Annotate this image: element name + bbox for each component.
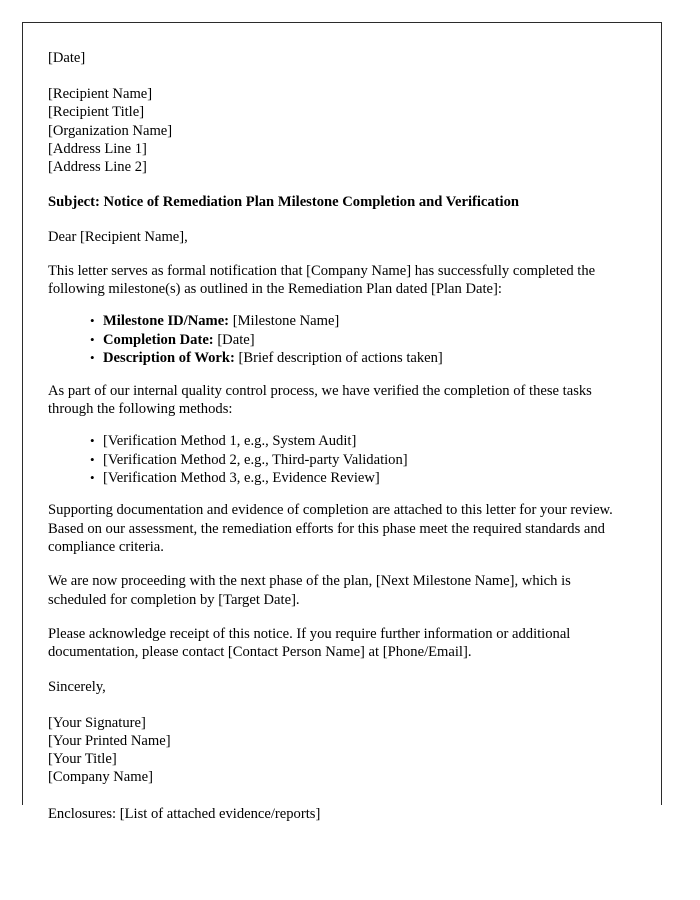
letter-body: [48, 49, 631, 823]
spacer: [48, 67, 631, 85]
company-name: [Company Name]: [48, 769, 153, 786]
letter-page: [22, 22, 662, 822]
description-of-work-value: [Brief description of actions taken]: [238, 350, 443, 367]
list-item: • [Verification Method 1, e.g., System Audit]: [90, 432, 631, 450]
your-signature: [Your Signature]: [48, 714, 146, 731]
organization-name: [Organization Name]: [48, 122, 173, 139]
closing-salutation: Sincerely,: [48, 678, 106, 695]
list-item: • [Verification Method 2, e.g., Third-party Validation]: [90, 451, 631, 469]
salutation: Dear [Recipient Name],: [48, 228, 188, 245]
spacer: [48, 787, 631, 805]
verification-lead-paragraph: As part of our internal quality control process, we have verified the completion of these tasks through the following methods:: [48, 382, 592, 417]
your-printed-name: [Your Printed Name]: [48, 732, 171, 749]
address-line-1: [Address Line 1]: [48, 140, 147, 157]
address-line-2: [Address Line 2]: [48, 159, 147, 176]
spacer: [48, 368, 631, 382]
completion-date-value: [Date]: [217, 331, 255, 348]
spacer: [48, 609, 631, 625]
spacer: [48, 556, 631, 572]
milestone-id-value: [Milestone Name]: [232, 313, 340, 330]
date-line: [Date]: [48, 50, 86, 66]
intro-paragraph: This letter serves as formal notification that [Company Name] has successfully completed the following milestone(s) as outlined in the Remediation Plan dated [Plan Date]:: [48, 262, 596, 298]
spacer: [48, 176, 631, 193]
description-of-work-label: Description of Work:: [103, 350, 235, 367]
list-item: [90, 312, 631, 330]
acknowledgement-paragraph: Please acknowledge receipt of this notice. If you require further information or additional documentation, please contact [Contact Person Name] at [Phone/Email].: [48, 625, 571, 661]
recipient-name: [Recipient Name]: [48, 86, 153, 103]
spacer: [48, 246, 631, 262]
spacer: [48, 487, 631, 501]
list-item: [90, 349, 631, 367]
subject-line: Subject: Notice of Remediation Plan Milestone Completion and Verification: [48, 194, 520, 211]
spacer: [48, 696, 631, 714]
completion-date-label: Completion Date:: [103, 331, 214, 348]
recipient-title: [Recipient Title]: [48, 104, 145, 121]
signature-block: [48, 714, 631, 787]
your-title: [Your Title]: [48, 751, 117, 768]
next-phase-paragraph: We are now proceeding with the next phase of the plan, [Next Milestone Name], which is scheduled for completion by [Target Date].: [48, 573, 571, 608]
spacer: [48, 662, 631, 678]
list-item: [90, 331, 631, 349]
list-item: • [Verification Method 3, e.g., Evidence Review]: [90, 469, 631, 487]
verification-methods-list: [48, 432, 631, 487]
milestone-list: [48, 312, 631, 367]
recipient-address-block: [48, 85, 631, 176]
spacer: [48, 212, 631, 228]
spacer: [48, 298, 631, 312]
enclosures-line: Enclosures: [List of attached evidence/reports]: [48, 805, 321, 822]
supporting-documentation-paragraph: Supporting documentation and evidence of completion are attached to this letter for your review. Based on our assessment, the remediation efforts for this phase meet the required standards and compliance criteria.: [48, 502, 613, 556]
spacer: [48, 418, 631, 432]
milestone-id-label: Milestone ID/Name:: [103, 313, 230, 330]
